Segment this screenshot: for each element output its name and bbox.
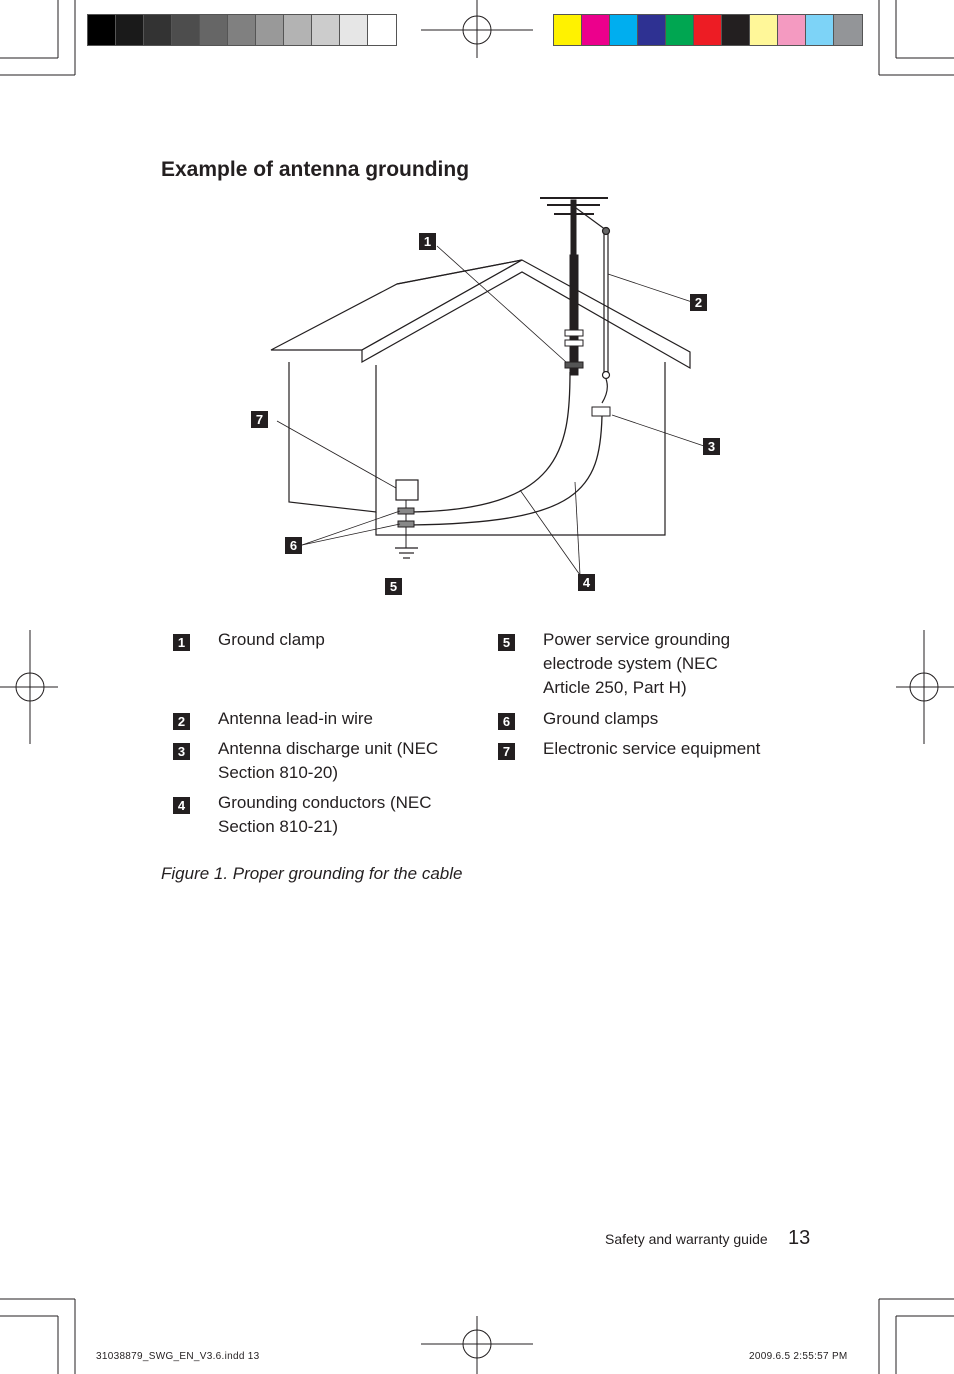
gray-swatch-4	[172, 15, 200, 45]
legend-text-1: Ground clamp	[218, 630, 325, 649]
color-swatch-8	[750, 15, 778, 45]
gray-swatch-2	[116, 15, 144, 45]
color-swatch-2	[582, 15, 610, 45]
legend-text-2: Antenna lead-in wire	[218, 709, 373, 728]
color-swatch-5	[666, 15, 694, 45]
antenna-grounding-diagram	[240, 190, 710, 610]
figure-caption: Figure 1. Proper grounding for the cable	[161, 864, 463, 883]
legend-badge-7: 7	[498, 743, 515, 760]
house-left-wall	[289, 362, 376, 512]
gray-swatch-9	[312, 15, 340, 45]
legend-badge-3: 3	[173, 743, 190, 760]
section-heading: Example of antenna grounding	[161, 158, 470, 181]
callout-badge-7: 7	[251, 411, 268, 428]
color-swatch-7	[722, 15, 750, 45]
gray-swatch-11	[368, 15, 396, 45]
legend-badge-5: 5	[498, 634, 515, 651]
legend-text-4: Grounding conductors (NEC Section 810-21)	[218, 793, 432, 836]
color-swatch-10	[806, 15, 834, 45]
color-swatch-3	[610, 15, 638, 45]
legend-badge-4: 4	[173, 797, 190, 814]
registration-target-right	[896, 630, 954, 744]
color-calibration-bar	[553, 14, 863, 46]
callout-badge-5: 5	[385, 578, 402, 595]
color-swatch-4	[638, 15, 666, 45]
legend-text-5: Power service grounding electrode system (NEC Article 250, Part H)	[543, 630, 731, 697]
legend-text-7: Electronic service equipment	[543, 739, 761, 758]
gray-swatch-3	[144, 15, 172, 45]
house-front-wall	[376, 362, 665, 535]
legend-badge-2: 2	[173, 713, 190, 730]
electronic-service-equipment	[396, 480, 418, 500]
antenna-discharge-unit	[592, 407, 610, 416]
legend-text-3: Antenna discharge unit (NEC Section 810-20)	[218, 739, 439, 782]
legend-badge-1: 1	[173, 634, 190, 651]
color-swatch-1	[554, 15, 582, 45]
legend-badge-6: 6	[498, 713, 515, 730]
grounding-electrode-symbol	[395, 548, 418, 558]
grounding-conductors	[410, 372, 602, 525]
callout-badge-6: 6	[285, 537, 302, 554]
gray-swatch-1	[88, 15, 116, 45]
color-swatch-6	[694, 15, 722, 45]
gray-swatch-8	[284, 15, 312, 45]
callout-badge-2: 2	[690, 294, 707, 311]
gray-swatch-7	[256, 15, 284, 45]
callout-badge-4: 4	[578, 574, 595, 591]
registration-target-bottom	[421, 1316, 533, 1374]
callout-leaders	[277, 246, 704, 575]
callout-badge-1: 1	[419, 233, 436, 250]
color-swatch-11	[834, 15, 862, 45]
registration-target-left	[0, 630, 58, 744]
gray-swatch-5	[200, 15, 228, 45]
registration-target-top	[421, 0, 533, 58]
gray-swatch-10	[340, 15, 368, 45]
callout-badge-3: 3	[703, 438, 720, 455]
color-swatch-9	[778, 15, 806, 45]
print-slug-filename: 31038879_SWG_EN_V3.6.indd 13	[96, 1351, 260, 1362]
gray-calibration-bar	[87, 14, 397, 46]
gray-swatch-6	[228, 15, 256, 45]
footer-guide-title: Safety and warranty guide	[605, 1231, 768, 1247]
page-number: 13	[788, 1227, 811, 1249]
print-slug-timestamp: 2009.6.5 2:55:57 PM	[749, 1351, 848, 1362]
legend-text-6: Ground clamps	[543, 709, 659, 728]
